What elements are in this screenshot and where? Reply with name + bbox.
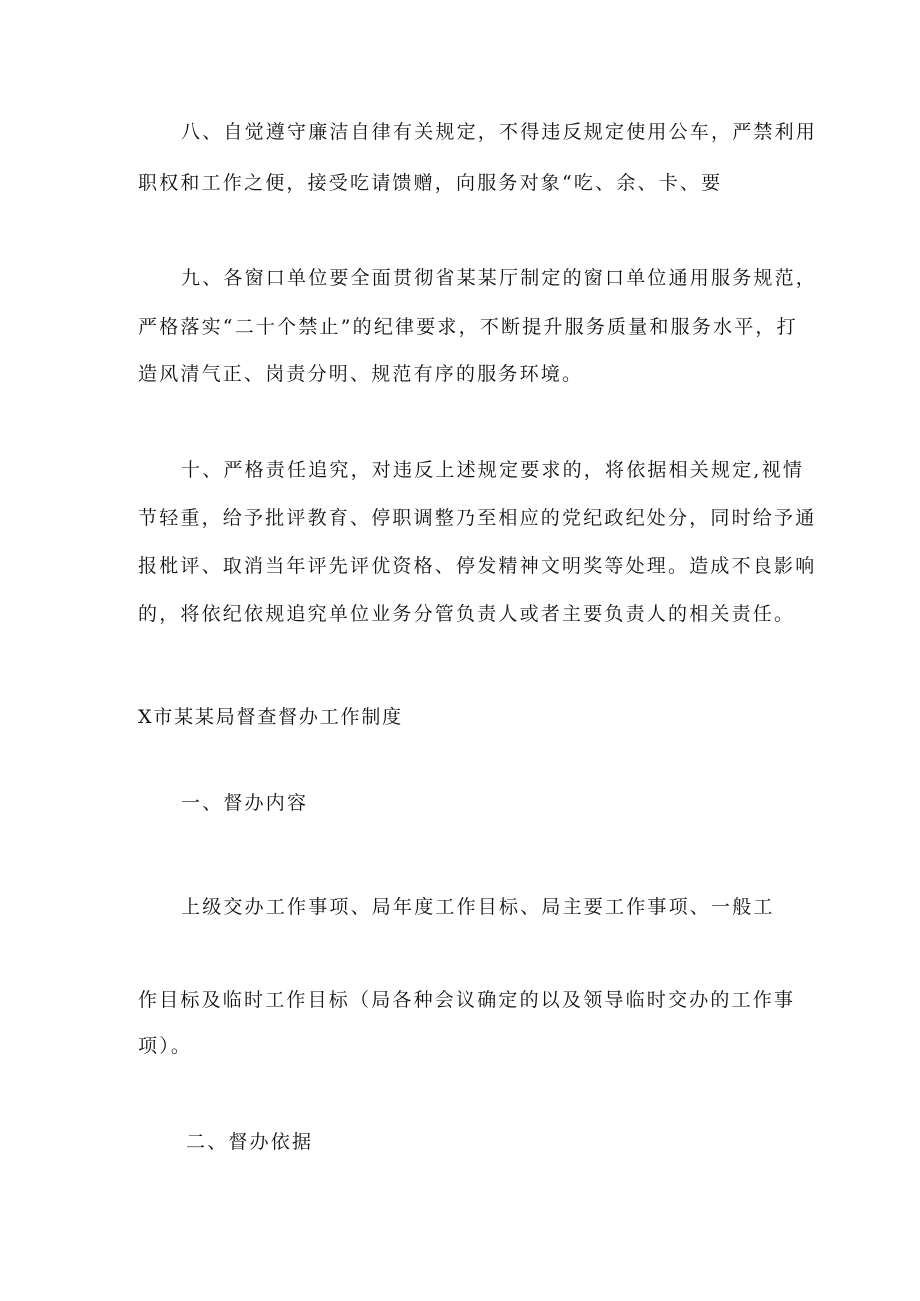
- section-1-heading: 一、督办内容: [181, 792, 309, 814]
- section-1-body-line-2: 作目标及临时工作目标（局各种会议确定的以及领导临时交办的工作事: [138, 989, 796, 1011]
- paragraph-10-line-3: 报枇评、取消当年评先评优资格、停发精神文明奖等处理。造成不良影响: [138, 555, 817, 577]
- paragraph-10-line-2: 节轻重，给予批评教育、停职调整乃至相应的党纪政纪处分，同时给予通: [138, 507, 817, 529]
- paragraph-9-line-2: 严格落实“二十个禁止”的纪律要求，不断提升服务质量和服务水平，打: [138, 316, 798, 338]
- paragraph-8-line-2: 职权和工作之便，接受吃请馈赠，向服务对象“吃、余、卡、要: [138, 172, 723, 194]
- section-2-heading: 二、督办依据: [186, 1131, 314, 1153]
- paragraph-8-line-1: 八、自觉遵守廉洁自律有关规定，不得违反规定使用公车，严禁利用: [181, 121, 818, 143]
- paragraph-10-line-1: 十、严格责任追究，对违反上述规定要求的，将依据相关规定,视情: [181, 459, 805, 481]
- section-1-body-line-3: 项）。: [138, 1035, 193, 1057]
- paragraph-9-line-1: 九、各窗口单位要全面贯彻省某某厅制定的窗口单位通用服务规范，: [181, 267, 818, 289]
- document-title: X市某某局督查督办工作制度: [138, 706, 403, 728]
- paragraph-9-line-3: 造风清气正、岗责分明、规范有序的服务环境。: [138, 363, 584, 385]
- paragraph-10-line-4: 的，将依纪依规追究单位业务分管负责人或者主要负责人的相关责任。: [138, 603, 796, 625]
- section-1-body-line-1: 上级交办工作事项、局年度工作目标、局主要工作事项、一般工: [181, 896, 775, 918]
